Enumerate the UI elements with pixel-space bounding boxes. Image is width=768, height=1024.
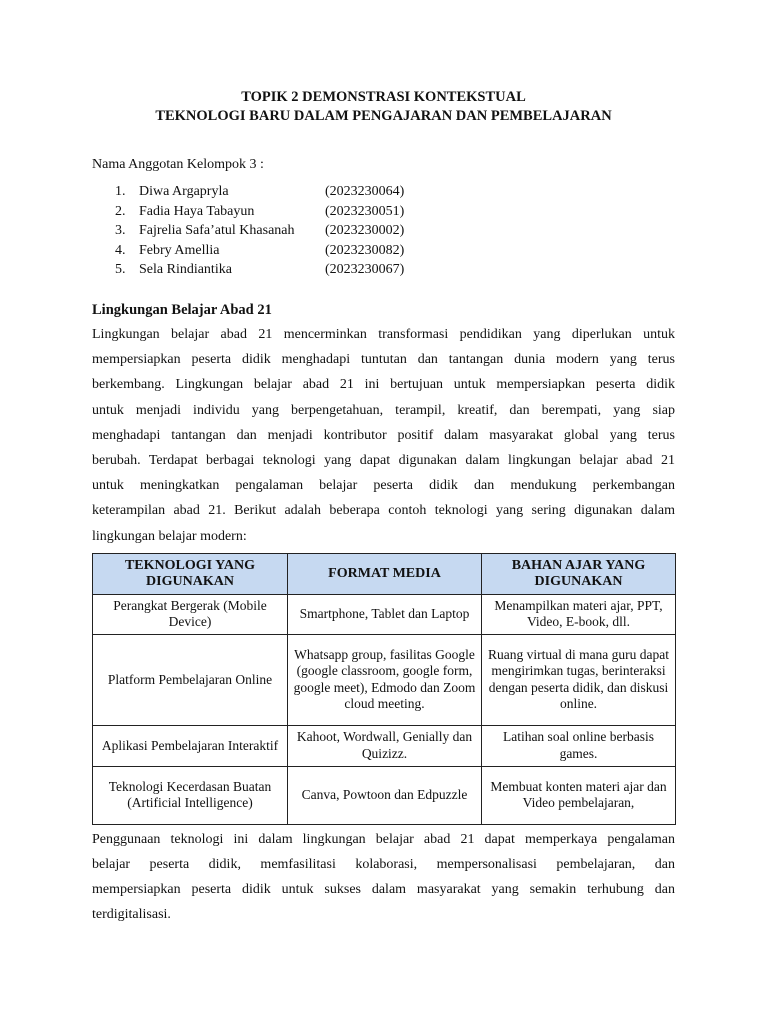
members-heading: Nama Anggotan Kelompok 3 : [92, 157, 264, 172]
paragraph-line: untuk menjadi individu yang berpengetahuan, terampil, kreatif, dan berempati, yang siap [92, 402, 675, 418]
table-cell: Canva, Powtoon dan Edpuzzle [288, 766, 482, 824]
member-id: (2023230064) [325, 184, 405, 199]
table-cell: Kahoot, Wordwall, Genially dan Quizizz. [288, 725, 482, 766]
member-name: Febry Amellia [139, 242, 220, 258]
table-header-cell: FORMAT MEDIA [288, 553, 482, 594]
document-page [92, 88, 675, 928]
table-cell: Latihan soal online berbasis games. [482, 725, 676, 766]
title-line-2: TEKNOLOGI BARU DALAM PENGAJARAN DAN PEMBELAJARAN [155, 108, 612, 124]
table-cell: Aplikasi Pembelajaran Interaktif [93, 725, 288, 766]
paragraph-conclusion [92, 827, 675, 928]
paragraph-line: mempersiapkan peserta didik untuk sukses dalam masyarakat yang semakin terhubung dan [92, 882, 675, 898]
member-number: 5. [115, 262, 126, 278]
table-header-cell: BAHAN AJAR YANG DIGUNAKAN [482, 553, 676, 594]
table-cell: Smartphone, Tablet dan Laptop [288, 594, 482, 634]
member-id: (2023230002) [325, 223, 405, 239]
member-name: Sela Rindiantika [139, 262, 232, 278]
member-id: (2023230067) [325, 262, 405, 278]
paragraph-line: berubah. Terdapat berbagai teknologi yang dapat digunakan dalam lingkungan belajar abad 21 [92, 452, 675, 468]
paragraph-line: terdigitalisasi. [92, 907, 171, 923]
member-number: 4. [115, 242, 126, 258]
paragraph-line: mempersiapkan peserta didik menghadapi tuntutan dan tantangan dunia modern yang terus [92, 352, 675, 368]
section-heading: Lingkungan Belajar Abad 21 [92, 301, 272, 318]
paragraph-line: keterampilan abad 21. Berikut adalah beberapa contoh teknologi yang sering digunakan dalam [92, 503, 675, 519]
table-cell: Membuat konten materi ajar dan Video pembelajaran, [482, 766, 676, 824]
table-row [93, 725, 676, 766]
table-row [93, 634, 676, 725]
members-list [92, 182, 675, 280]
table-header-row [93, 553, 676, 594]
paragraph-line: belajar peserta didik, memfasilitasi kolaborasi, mempersonalisasi pembelajaran, dan [92, 857, 675, 872]
member-name: Fadia Haya Tabayun [139, 203, 255, 219]
paragraph-line: untuk meningkatkan pengalaman belajar peserta didik dan mendukung perkembangan [92, 478, 675, 494]
member-id: (2023230051) [325, 203, 405, 219]
table-cell: Menampilkan materi ajar, PPT, Video, E-book, dll. [482, 594, 676, 634]
table-row [93, 594, 676, 634]
table-cell: Perangkat Bergerak (Mobile Device) [93, 594, 288, 634]
list-item [92, 221, 675, 241]
table-header-cell: TEKNOLOGI YANG DIGUNAKAN [93, 553, 288, 594]
list-item [92, 182, 675, 202]
table-cell: Ruang virtual di mana guru dapat mengirimkan tugas, berinteraksi dengan peserta didik, dan diskusi online. [482, 634, 676, 725]
paragraph-line: lingkungan belajar modern: [92, 528, 247, 544]
technology-table [92, 553, 676, 825]
list-item [92, 260, 675, 280]
paragraph-line: menghadapi tantangan dan menjadi kontributor positif dalam masyarakat global yang terus [92, 427, 675, 443]
paragraph-line: berkembang. Lingkungan belajar abad 21 ini bertujuan untuk mempersiapkan peserta didik [92, 377, 675, 393]
list-item [92, 241, 675, 261]
list-item [92, 202, 675, 222]
member-number: 2. [115, 203, 126, 219]
member-id: (2023230082) [325, 242, 405, 258]
document-title [92, 88, 675, 126]
table-cell: Teknologi Kecerdasan Buatan (Artificial Intelligence) [93, 766, 288, 824]
paragraph-line: Penggunaan teknologi ini dalam lingkungan belajar abad 21 dapat memperkaya pengalaman [92, 831, 675, 847]
paragraph-intro [92, 322, 675, 549]
member-number: 1. [115, 184, 126, 199]
paragraph-line: Lingkungan belajar abad 21 mencerminkan transformasi pendidikan yang diperlukan untuk [92, 326, 675, 342]
member-number: 3. [115, 223, 126, 239]
table-cell: Whatsapp group, fasilitas Google (google classroom, google form, google meet), Edmodo dan Zoom cloud meeting. [288, 634, 482, 725]
title-line-1: TOPIK 2 DEMONSTRASI KONTEKSTUAL [241, 89, 526, 105]
table-cell: Platform Pembelajaran Online [93, 634, 288, 725]
table-row [93, 766, 676, 824]
member-name: Fajrelia Safa’atul Khasanah [139, 223, 295, 239]
member-name: Diwa Argapryla [139, 184, 229, 199]
